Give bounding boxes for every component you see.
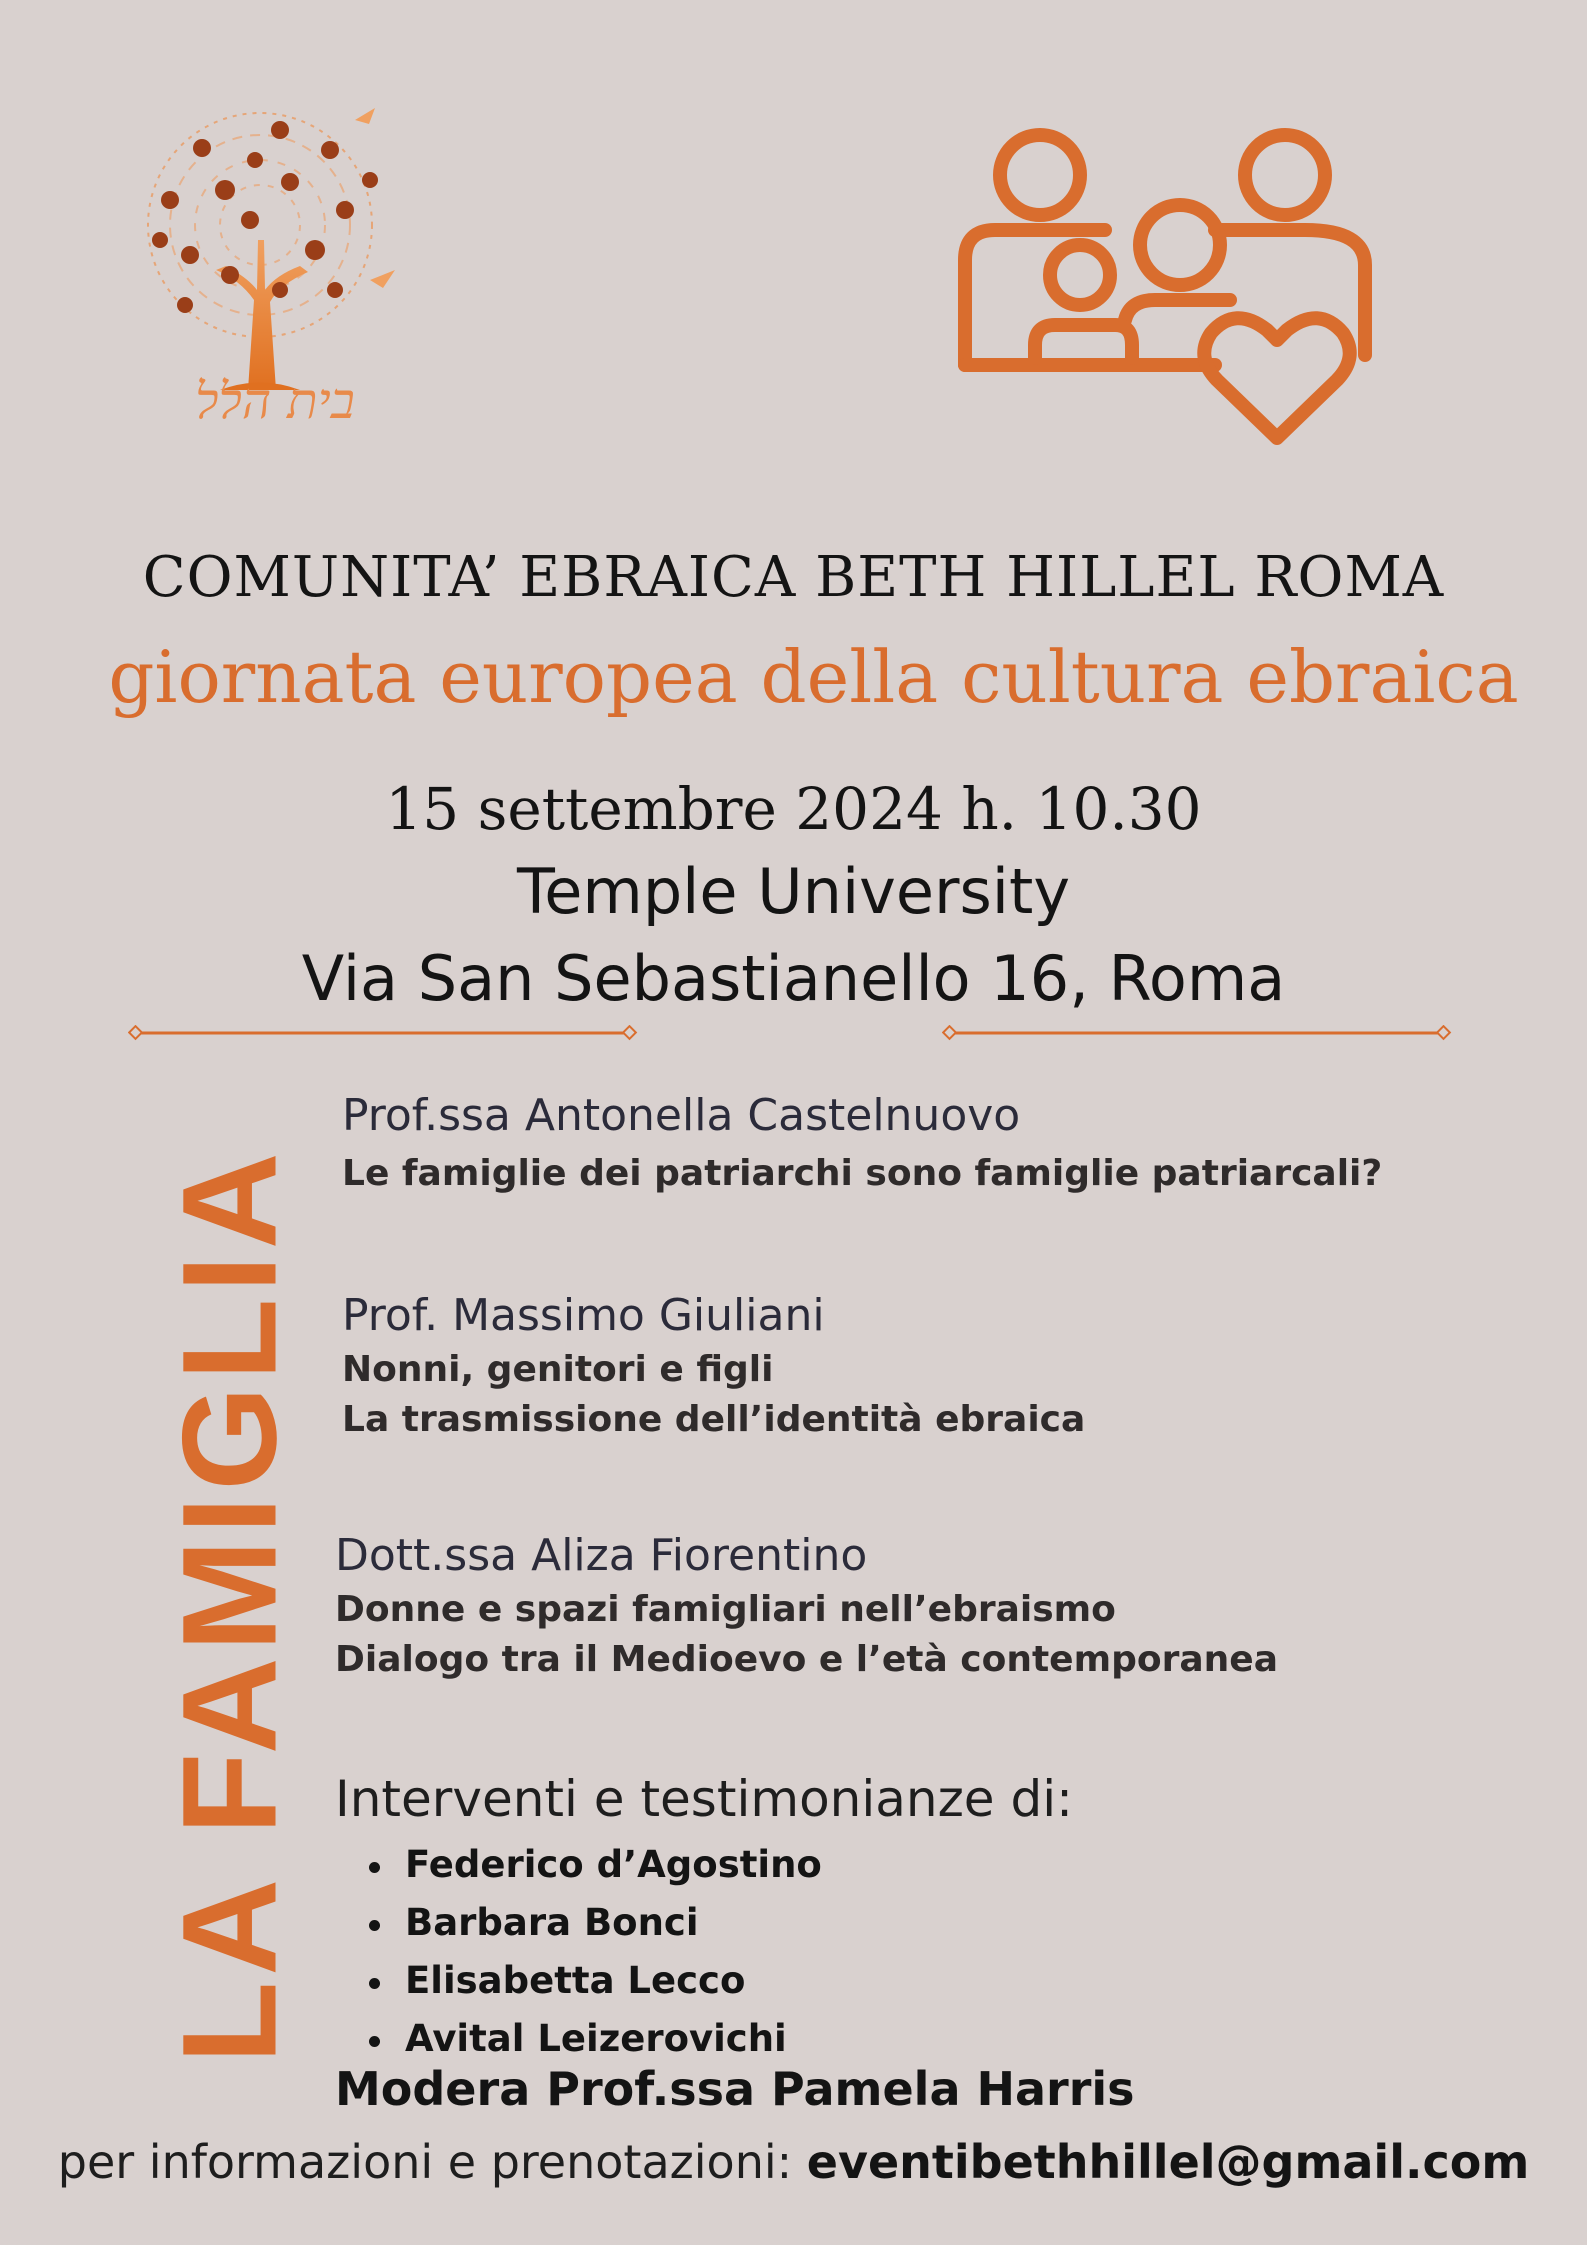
contact-email-link[interactable]: eventibethhillel@gmail.com bbox=[806, 2135, 1530, 2189]
venue-name: Temple University bbox=[516, 855, 1071, 928]
theme-title-text: LA FAMIGLIA bbox=[155, 1146, 305, 2064]
speaker-block bbox=[342, 1290, 1085, 1445]
guest-name: Elisabetta Lecco bbox=[405, 1959, 746, 2002]
event-title: giornata europea della cultura ebraica bbox=[108, 635, 1519, 719]
family-heart-icon bbox=[955, 125, 1375, 455]
contact-label: per informazioni e prenotazioni: bbox=[57, 2135, 793, 2189]
talk-subtitle: La trasmissione dell’identità ebraica bbox=[342, 1399, 1086, 1440]
divider-right bbox=[942, 1025, 1452, 1041]
moderator-line: Modera Prof.ssa Pamela Harris bbox=[335, 2062, 1135, 2116]
speaker-name: Dott.ssa Aliza Fiorentino bbox=[335, 1530, 868, 1581]
bullet-icon bbox=[369, 2036, 380, 2047]
speaker-name: Prof. Massimo Giuliani bbox=[342, 1290, 825, 1341]
organization-title: COMUNITA’ EBRAICA BETH HILLEL ROMA bbox=[142, 545, 1445, 610]
interventi-label: Interventi e testimonianze di: bbox=[335, 1770, 1073, 1828]
list-item bbox=[365, 1956, 822, 2014]
speaker-block bbox=[335, 1530, 1278, 1685]
guest-name: Avital Leizerovichi bbox=[405, 2017, 787, 2060]
event-date-time: 15 settembre 2024 h. 10.30 bbox=[385, 775, 1202, 843]
theme-title-vertical bbox=[155, 1135, 305, 2075]
contact-footer bbox=[0, 2135, 1587, 2189]
logo-hebrew-text: בית הלל bbox=[195, 372, 355, 430]
bullet-icon bbox=[369, 1920, 380, 1931]
list-item bbox=[365, 1898, 822, 1956]
guest-list bbox=[365, 1840, 822, 2072]
talk-title: Nonni, genitori e figli bbox=[342, 1349, 774, 1390]
bullet-icon bbox=[369, 1862, 380, 1873]
bullet-icon bbox=[369, 1978, 380, 1989]
talk-subtitle: Dialogo tra il Medioevo e l’età contemporanea bbox=[335, 1639, 1278, 1680]
guest-name: Federico d’Agostino bbox=[405, 1843, 822, 1886]
talk-title: Le famiglie dei patriarchi sono famiglie patriarcali? bbox=[342, 1153, 1383, 1194]
speaker-block bbox=[342, 1090, 1382, 1199]
talk-title: Donne e spazi famigliari nell’ebraismo bbox=[335, 1589, 1116, 1630]
list-item bbox=[365, 1840, 822, 1898]
divider-left bbox=[128, 1025, 638, 1041]
speaker-name: Prof.ssa Antonella Castelnuovo bbox=[342, 1090, 1021, 1141]
guest-name: Barbara Bonci bbox=[405, 1901, 699, 1944]
venue-address: Via San Sebastianello 16, Roma bbox=[301, 942, 1286, 1015]
